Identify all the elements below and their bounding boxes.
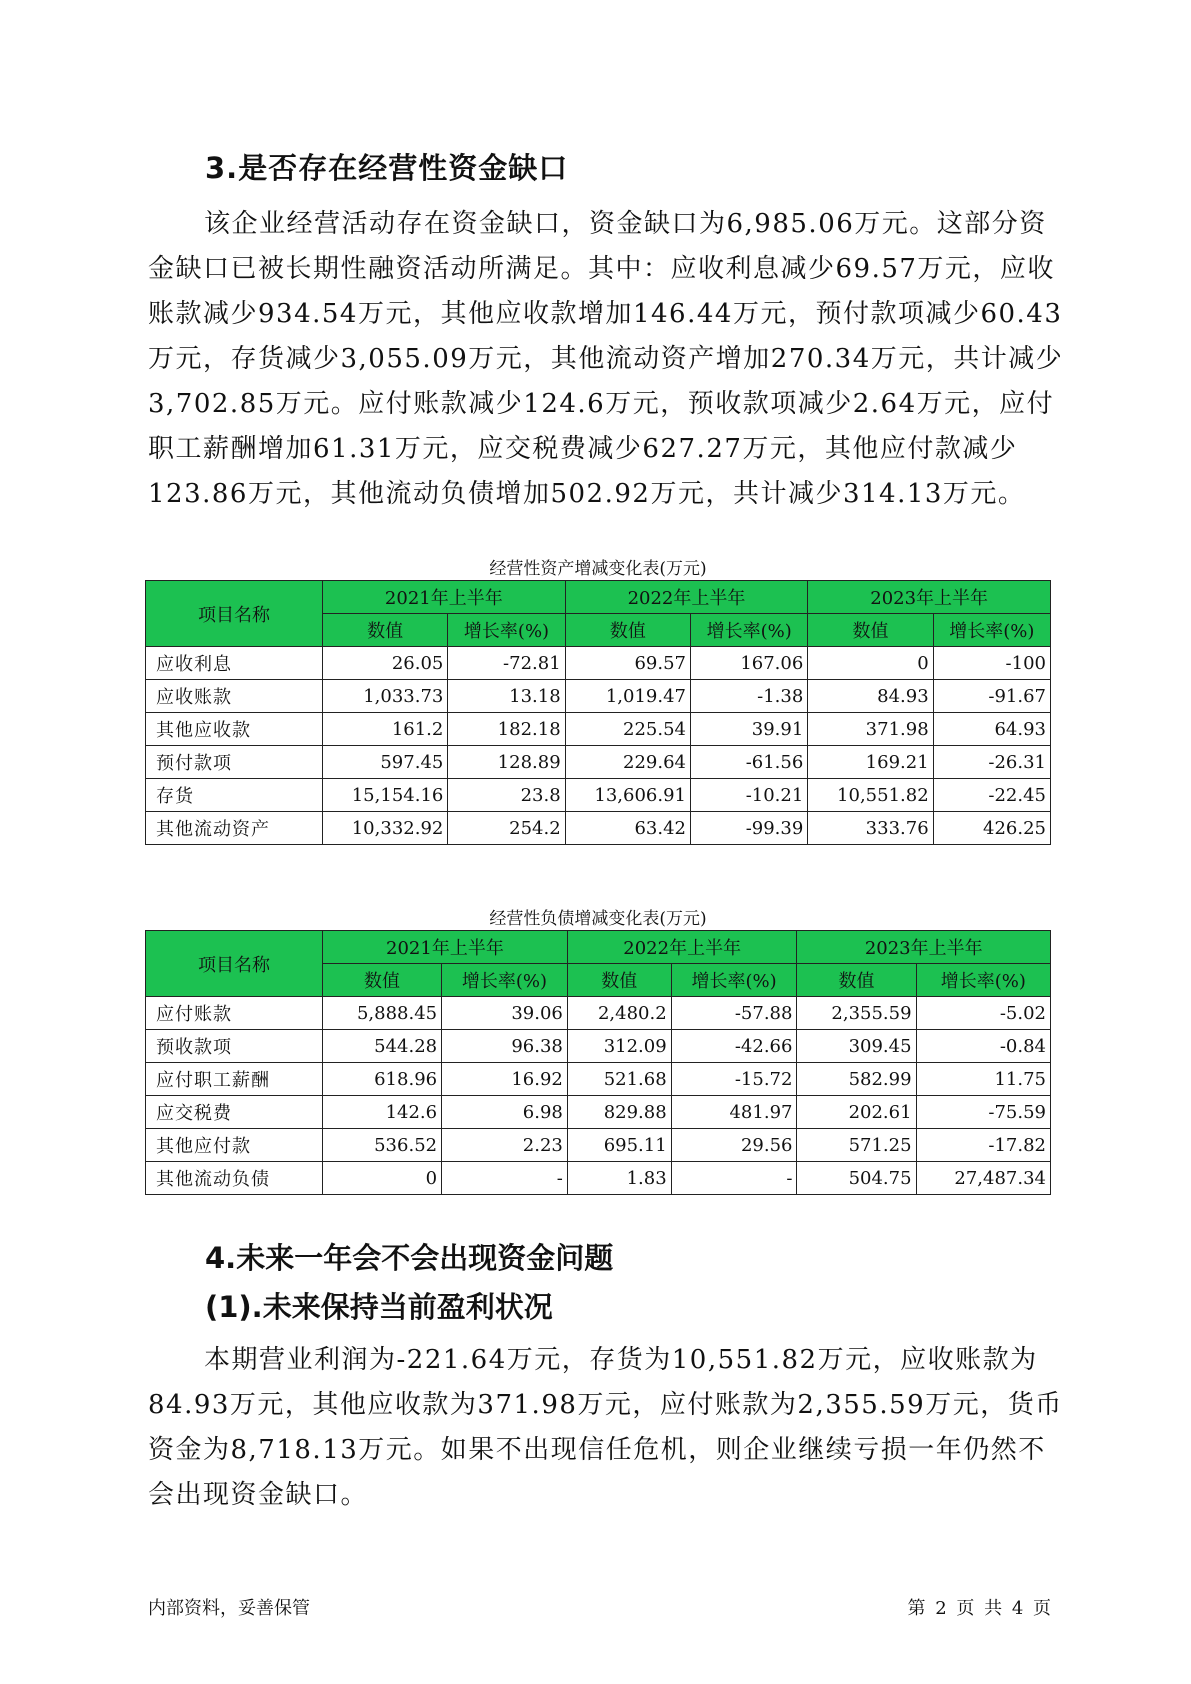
liabilities-subheader-value: 数值 [567, 964, 671, 997]
section-4-subheading: (1).未来保持当前盈利状况 [205, 1290, 553, 1324]
row-label: 其他流动资产 [146, 812, 323, 845]
growth-rate-cell: 182.18 [448, 713, 565, 746]
value-cell: 521.68 [567, 1063, 671, 1096]
table-row [146, 812, 1051, 845]
value-cell: 2,480.2 [567, 997, 671, 1030]
section-4-paragraph: 本期营业利润为-221.64万元，存货为10,551.82万元，应收账款为84.93万元，其他应收款为371.98万元，应付账款为2,355.59万元，货币资金为8,718.13万元。如果不出现信任危机，则企业继续亏损一年仍然不会出现资金缺口。 [148, 1345, 1063, 1510]
growth-rate-cell: - [442, 1162, 568, 1195]
growth-rate-cell: -17.82 [916, 1129, 1050, 1162]
value-cell: 1,033.73 [323, 680, 448, 713]
growth-rate-cell: -26.31 [933, 746, 1050, 779]
liabilities-table [145, 930, 1051, 1195]
value-cell: 312.09 [567, 1030, 671, 1063]
value-cell: 536.52 [323, 1129, 442, 1162]
growth-rate-cell: 39.06 [442, 997, 568, 1030]
row-label: 应交税费 [146, 1096, 323, 1129]
liabilities-period-2023: 2023年上半年 [797, 931, 1051, 964]
value-cell: 84.93 [808, 680, 933, 713]
liabilities-subheader-value: 数值 [323, 964, 442, 997]
growth-rate-cell: -91.67 [933, 680, 1050, 713]
growth-rate-cell: 27,487.34 [916, 1162, 1050, 1195]
row-label: 应收账款 [146, 680, 323, 713]
value-cell: 0 [323, 1162, 442, 1195]
growth-rate-cell: -1.38 [691, 680, 808, 713]
table-row [146, 746, 1051, 779]
row-label: 预付款项 [146, 746, 323, 779]
value-cell: 169.21 [808, 746, 933, 779]
value-cell: 161.2 [323, 713, 448, 746]
table-row [146, 1129, 1051, 1162]
assets-period-2021: 2021年上半年 [323, 581, 566, 614]
section-3-heading: 3.是否存在经营性资金缺口 [205, 151, 569, 185]
row-label: 应付职工薪酬 [146, 1063, 323, 1096]
liabilities-subheader-growth: 增长率(%) [916, 964, 1050, 997]
table-row [146, 997, 1051, 1030]
table-row [146, 647, 1051, 680]
value-cell: 2,355.59 [797, 997, 916, 1030]
section-4-heading: 4.未来一年会不会出现资金问题 [205, 1241, 614, 1275]
growth-rate-cell: -72.81 [448, 647, 565, 680]
value-cell: 0 [808, 647, 933, 680]
growth-rate-cell: 426.25 [933, 812, 1050, 845]
assets-subheader-growth: 增长率(%) [448, 614, 565, 647]
growth-rate-cell: 23.8 [448, 779, 565, 812]
assets-subheader-growth: 增长率(%) [933, 614, 1050, 647]
growth-rate-cell: 2.23 [442, 1129, 568, 1162]
value-cell: 142.6 [323, 1096, 442, 1129]
value-cell: 695.11 [567, 1129, 671, 1162]
table-row [146, 1030, 1051, 1063]
value-cell: 15,154.16 [323, 779, 448, 812]
row-label: 其他应收款 [146, 713, 323, 746]
growth-rate-cell: - [671, 1162, 797, 1195]
growth-rate-cell: -75.59 [916, 1096, 1050, 1129]
assets-subheader-value: 数值 [565, 614, 690, 647]
growth-rate-cell: 167.06 [691, 647, 808, 680]
table-row [146, 1063, 1051, 1096]
value-cell: 309.45 [797, 1030, 916, 1063]
value-cell: 582.99 [797, 1063, 916, 1096]
value-cell: 544.28 [323, 1030, 442, 1063]
value-cell: 5,888.45 [323, 997, 442, 1030]
growth-rate-cell: 11.75 [916, 1063, 1050, 1096]
row-label: 应付账款 [146, 997, 323, 1030]
footer-confidential-note: 内部资料，妥善保管 [148, 1598, 310, 1619]
assets-name-header: 项目名称 [146, 581, 323, 647]
assets-subheader-growth: 增长率(%) [691, 614, 808, 647]
growth-rate-cell: 254.2 [448, 812, 565, 845]
growth-rate-cell: -57.88 [671, 997, 797, 1030]
growth-rate-cell: 29.56 [671, 1129, 797, 1162]
table-row [146, 779, 1051, 812]
table-row [146, 680, 1051, 713]
growth-rate-cell: -10.21 [691, 779, 808, 812]
value-cell: 10,332.92 [323, 812, 448, 845]
assets-table-body [146, 647, 1051, 845]
footer-page-number: 第 2 页 共 4 页 [907, 1598, 1051, 1619]
value-cell: 225.54 [565, 713, 690, 746]
row-label: 其他流动负债 [146, 1162, 323, 1195]
growth-rate-cell: -22.45 [933, 779, 1050, 812]
value-cell: 229.64 [565, 746, 690, 779]
assets-period-2022: 2022年上半年 [565, 581, 808, 614]
value-cell: 333.76 [808, 812, 933, 845]
value-cell: 571.25 [797, 1129, 916, 1162]
assets-table-caption: 经营性资产增减变化表(万元) [489, 559, 707, 579]
value-cell: 618.96 [323, 1063, 442, 1096]
growth-rate-cell: -100 [933, 647, 1050, 680]
value-cell: 1,019.47 [565, 680, 690, 713]
assets-subheader-value: 数值 [808, 614, 933, 647]
row-label: 其他应付款 [146, 1129, 323, 1162]
table-row [146, 1162, 1051, 1195]
growth-rate-cell: 39.91 [691, 713, 808, 746]
growth-rate-cell: -15.72 [671, 1063, 797, 1096]
growth-rate-cell: 128.89 [448, 746, 565, 779]
value-cell: 13,606.91 [565, 779, 690, 812]
liabilities-name-header: 项目名称 [146, 931, 323, 997]
table-row [146, 713, 1051, 746]
growth-rate-cell: -0.84 [916, 1030, 1050, 1063]
value-cell: 63.42 [565, 812, 690, 845]
table-row [146, 1096, 1051, 1129]
liabilities-subheader-value: 数值 [797, 964, 916, 997]
value-cell: 1.83 [567, 1162, 671, 1195]
section-3-paragraph: 该企业经营活动存在资金缺口，资金缺口为6,985.06万元。这部分资金缺口已被长期性融资活动所满足。其中：应收利息减少69.57万元，应收账款减少934.54万元，其他应收款增加146.44万元，预付款项减少60.43万元，存货减少3,055.09万元，其他流动资产增加270.34万元，共计减少3,702.85万元。应付账款减少124.6万元，预收款项减少2.64万元，应付职工薪酬增加61.31万元，应交税费减少627.27万元，其他应付款减少123.86万元，其他流动负债增加502.92万元，共计减少314.13万元。 [148, 209, 1064, 509]
liabilities-table-caption: 经营性负债增减变化表(万元) [489, 909, 707, 929]
growth-rate-cell: 96.38 [442, 1030, 568, 1063]
value-cell: 829.88 [567, 1096, 671, 1129]
liabilities-period-2021: 2021年上半年 [323, 931, 568, 964]
growth-rate-cell: 6.98 [442, 1096, 568, 1129]
value-cell: 371.98 [808, 713, 933, 746]
value-cell: 26.05 [323, 647, 448, 680]
row-label: 预收款项 [146, 1030, 323, 1063]
growth-rate-cell: -99.39 [691, 812, 808, 845]
growth-rate-cell: -42.66 [671, 1030, 797, 1063]
value-cell: 597.45 [323, 746, 448, 779]
row-label: 存货 [146, 779, 323, 812]
assets-subheader-value: 数值 [323, 614, 448, 647]
value-cell: 202.61 [797, 1096, 916, 1129]
growth-rate-cell: -61.56 [691, 746, 808, 779]
value-cell: 504.75 [797, 1162, 916, 1195]
liabilities-table-body [146, 997, 1051, 1195]
growth-rate-cell: 481.97 [671, 1096, 797, 1129]
growth-rate-cell: 13.18 [448, 680, 565, 713]
liabilities-subheader-growth: 增长率(%) [671, 964, 797, 997]
row-label: 应收利息 [146, 647, 323, 680]
assets-period-2023: 2023年上半年 [808, 581, 1051, 614]
liabilities-period-2022: 2022年上半年 [567, 931, 797, 964]
growth-rate-cell: -5.02 [916, 997, 1050, 1030]
value-cell: 10,551.82 [808, 779, 933, 812]
growth-rate-cell: 64.93 [933, 713, 1050, 746]
growth-rate-cell: 16.92 [442, 1063, 568, 1096]
liabilities-subheader-growth: 增长率(%) [442, 964, 568, 997]
value-cell: 69.57 [565, 647, 690, 680]
assets-table [145, 580, 1051, 845]
